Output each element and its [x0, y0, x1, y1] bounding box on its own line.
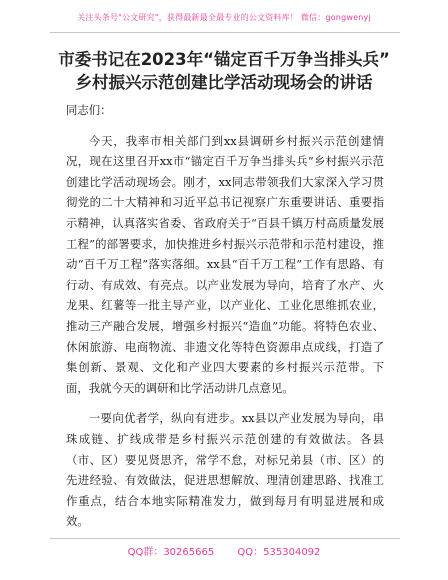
document-title [40, 48, 408, 94]
salutation: 同志们： [66, 103, 112, 117]
header-divider [50, 32, 400, 33]
footer-qq-group: QQ群：30265665 [127, 547, 215, 558]
paragraph-1: 今天，我率市相关部门到xx县调研乡村振兴示范创建情况，现在这里召开xx市“锚定百千万争当排头兵”乡村振兴示范创建比学活动现场会。刚才，xx同志带领我们大家深入学习贯彻党的二十大精神和习近平总书记视察广东重要讲话、重要指示精神，认真落实省委、省政府关于“百县千镇万村高质量发展工程”的部署要求，加快推进乡村振兴示范带和示范村建设，推动“百千万工程”落实落细。xx县“百千万工程”工作有思路、有行动、有成效、有亮点。以产业发展为导向，培育了水产、火龙果、红薯等一批主导产业，以产业化、工业化思维抓农业，推动三产融合发展，增强乡村振兴“造血”功能。将特色农业、休闲旅游、电商物流、非遗文化等特色资源串点成线，打造了集创新、景观、文化和产业四大要素的乡村振兴示范带。下面，我就今天的调研和比学活动讲几点意见。 [66, 133, 384, 395]
paragraph-2: 一要向优者学，纵向有进步。xx县以产业发展为导向，串珠成链、扩线成带是乡村振兴示范创建的有效做法。各县（市、区）要见贤思齐，常学不怠，对标兄弟县（市、区）的先进经验、有效做法，促进思想解放、理清创建思路、找准工作重点，结合本地实际精准发力，做到每月有明显进展和成效。 [66, 411, 384, 529]
footer [0, 543, 448, 558]
document-body [66, 100, 384, 532]
footer-divider [50, 538, 400, 539]
title-line-2: 乡村振兴示范创建比学活动现场会的讲话 [75, 73, 373, 92]
footer-qq: QQ：535304092 [237, 547, 321, 558]
title-line-1: 市委书记在2023年“锚定百千万争当排头兵” [58, 50, 390, 69]
header-banner: 关注头条号"公文研究"，获得最新最全最专业的公文资料库！ 微信：gongwenyj [77, 13, 371, 22]
